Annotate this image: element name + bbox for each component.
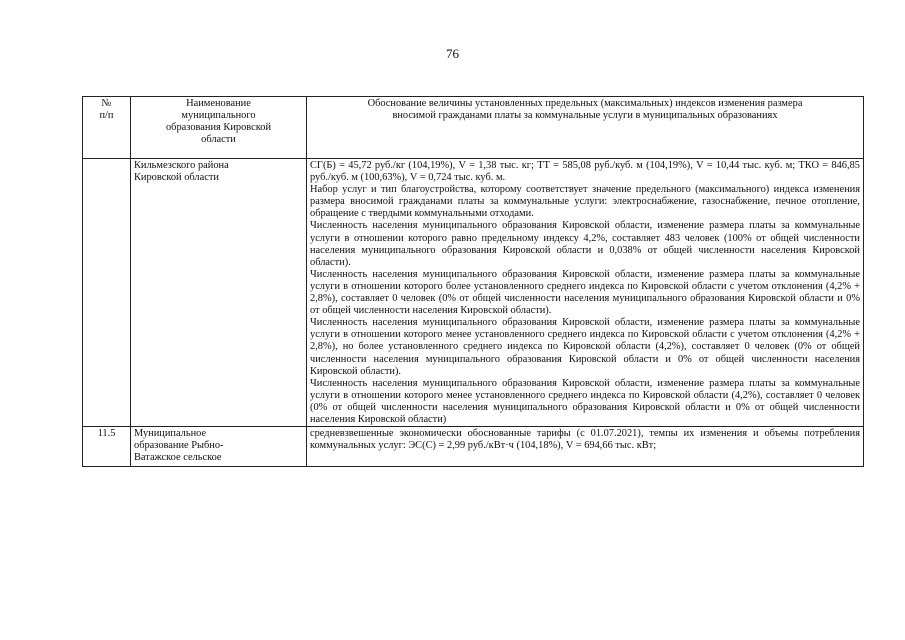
row-number: 11.5 — [83, 427, 131, 467]
table-row — [83, 427, 864, 467]
header-name-line: муниципального — [181, 110, 256, 122]
header-basis-line: вносимой гражданами платы за коммунальные услуги в муниципальных образованиях — [392, 110, 778, 122]
basis-paragraph: Набор услуг и тип благоустройства, которому соответствует значение предельного (максимального) индекса изменения размера вносимой гражданами платы за коммунальные услуги: электроснабжение, газоснабжение, печное отопление, обращение с твердыми коммунальными отходами. — [310, 184, 860, 220]
page-number: 76 — [446, 46, 459, 61]
name-line: Муниципальное — [134, 428, 207, 440]
name-line: Ватажское сельское — [134, 452, 222, 464]
name-line: Кильмезского района — [134, 160, 229, 171]
header-name-line: Наименование — [186, 98, 251, 109]
table-row — [83, 159, 864, 427]
header-number — [83, 97, 131, 159]
basis-paragraph: Численность населения муниципального образования Кировской области, изменение размера платы за коммунальные услуги в отношении которого менее установленного среднего индекса по Кировской области (4,2%), составляет 0 человек (0% от общей численности населения муниципального образования Кировской области и 0% от общей численности населения Кировской области) — [310, 377, 860, 425]
header-basis-line: Обоснование величины установленных предельных (максимальных) индексов изменения размера — [367, 98, 803, 109]
basis-paragraph: средневзвешенные экономически обоснованные тарифы (с 01.07.2021), темпы их изменения и объемы потребления коммунальных услуг: ЭС(С) = 2,99 руб./кВт·ч (104,18%), V = 694,66 тыс. кВт; — [310, 428, 860, 452]
basis-paragraph: Численность населения муниципального образования Кировской области, изменение размера платы за коммунальные услуги в отношении которого равно предельному индексу 4,2%, составляет 483 человек (100% от общей численности населения муниципального образования Кировской области и 0,038% от общей численности населения Кировской области). — [310, 220, 860, 268]
basis-paragraph: Численность населения муниципального образования Кировской области, изменение размера платы за коммунальные услуги в отношении которого менее установленного среднего индекса по Кировской области с учетом отклонения (4,2% + 2,8%), но более установленного среднего индекса по Кировской области (4,2%), составляет 0 человек (0% от общей численности населения муниципального образования Кировской области и 0% от общей численности населения Кировской области). — [310, 317, 860, 377]
header-municipality-name — [131, 97, 307, 159]
row-number — [83, 159, 131, 427]
basis-paragraph: СГ(Б) = 45,72 руб./кг (104,19%), V = 1,38 тыс. кг; ТТ = 585,08 руб./куб. м (104,19%), V = 10,44 тыс. куб. м; ТКО = 846,85 руб./куб. м (100,63%), V = 0,724 тыс. куб. м. — [310, 160, 860, 184]
row-basis — [307, 427, 864, 467]
header-basis — [307, 97, 864, 159]
header-name-line: области — [201, 134, 236, 146]
row-municipality-name — [131, 159, 307, 427]
table-header-row — [83, 97, 864, 159]
tariff-index-table — [82, 96, 864, 467]
header-number-line: п/п — [99, 110, 114, 122]
row-basis — [307, 159, 864, 427]
header-name-line: образования Кировской — [165, 122, 272, 134]
row-municipality-name — [131, 427, 307, 467]
basis-paragraph: Численность населения муниципального образования Кировской области, изменение размера платы за коммунальные услуги в отношении которого более установленного среднего индекса по Кировской области с учетом отклонения (4,2% + 2,8%), составляет 0 человек (0% от общей численности населения муниципального образования Кировской области и 0% от общей численности населения Кировской области). — [310, 268, 860, 317]
header-number-line: № — [101, 98, 112, 109]
name-line: Кировской области — [134, 172, 219, 184]
name-line: образование Рыбно- — [134, 440, 224, 452]
